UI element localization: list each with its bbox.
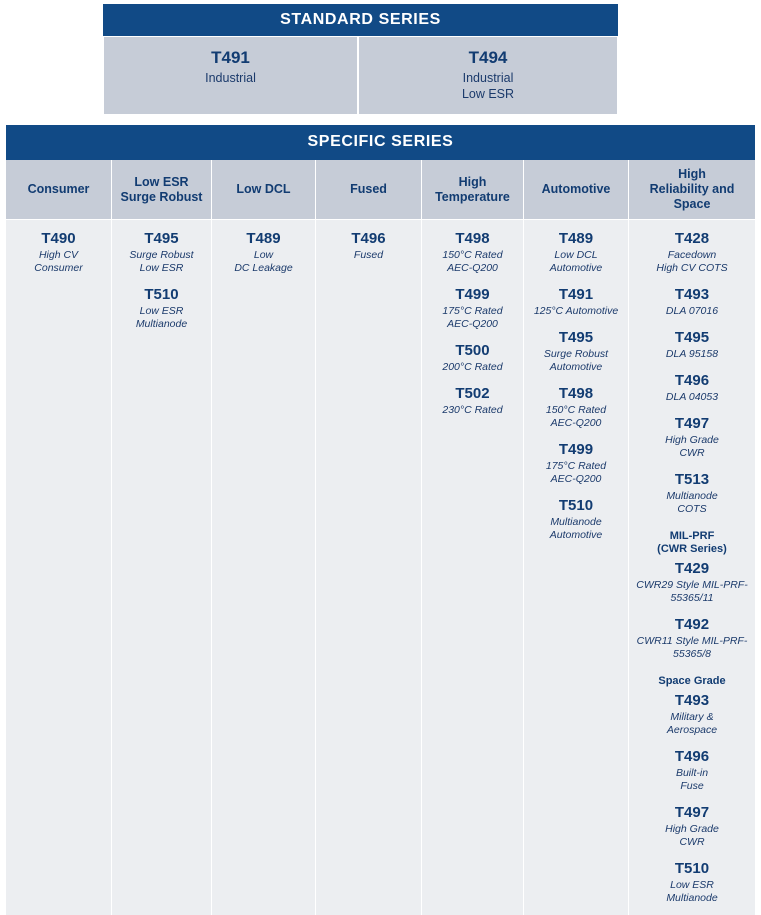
group-label-mil-prf: MIL-PRF (CWR Series) [657, 530, 727, 555]
list-item [529, 230, 623, 275]
column-body-high-temperature [422, 220, 523, 915]
part-desc: Low ESR Multianode [666, 879, 718, 904]
part-desc: Fused [353, 249, 384, 261]
list-item [529, 497, 623, 542]
part-code: T428 [674, 230, 710, 247]
part-code: T489 [246, 230, 281, 247]
part-desc: Military & Aerospace [666, 711, 718, 736]
list-item [427, 342, 518, 374]
specific-column-low-esr-surge-robust [112, 160, 212, 915]
part-desc: Built-in Fuse [675, 767, 709, 792]
list-item [217, 230, 310, 275]
list-item [634, 372, 750, 404]
column-body-low-esr-surge-robust [112, 220, 211, 915]
part-desc: Low DCL Automotive [549, 249, 603, 274]
list-item [634, 692, 750, 737]
part-desc: Multianode COTS [666, 490, 718, 515]
part-desc: Surge Robust Low ESR [129, 249, 194, 274]
specific-series-table [6, 160, 755, 915]
part-code: T493 [674, 692, 710, 709]
standard-series-cell-t494 [358, 36, 618, 115]
part-desc: High CV Consumer [34, 249, 83, 274]
column-header-high-temperature: High Temperature [422, 160, 523, 220]
part-code: T500 [455, 342, 490, 359]
part-code: T491 [558, 286, 594, 303]
specific-column-consumer [6, 160, 112, 915]
column-header-consumer: Consumer [6, 160, 111, 220]
list-item [634, 415, 750, 460]
part-desc: 200°C Rated [442, 361, 503, 373]
list-item [427, 286, 518, 331]
list-item [634, 860, 750, 905]
part-code: T495 [558, 329, 594, 346]
group-label-space-grade: Space Grade [658, 675, 726, 687]
list-item [117, 230, 206, 275]
part-desc: DLA 04053 [665, 391, 719, 403]
part-code: T496 [674, 748, 710, 765]
part-code: T496 [351, 230, 386, 247]
column-body-fused [316, 220, 421, 915]
list-item [529, 286, 623, 318]
standard-series-desc: Industrial Low ESR [461, 71, 515, 101]
part-code: T493 [674, 286, 710, 303]
column-body-high-reliability-and-space [629, 220, 755, 915]
specific-series-band-title: SPECIFIC SERIES [6, 125, 755, 160]
standard-series-row [103, 36, 618, 115]
specific-column-automotive [524, 160, 629, 915]
specific-column-fused [316, 160, 422, 915]
list-item [529, 385, 623, 430]
part-desc: 150°C Rated AEC-Q200 [442, 249, 503, 274]
part-desc: 125°C Automotive [533, 305, 619, 317]
part-desc: CWR11 Style MIL-PRF-55365/8 [636, 635, 748, 660]
part-code: T492 [674, 616, 710, 633]
part-desc: High Grade CWR [665, 434, 719, 459]
list-item [634, 471, 750, 516]
part-code: T489 [558, 230, 594, 247]
list-item [529, 441, 623, 486]
list-item [529, 329, 623, 374]
list-item [634, 616, 750, 661]
specific-series-section [6, 125, 755, 915]
part-code: T496 [674, 372, 710, 389]
standard-series-code: T491 [211, 48, 250, 67]
column-body-automotive [524, 220, 628, 915]
column-body-consumer [6, 220, 111, 915]
column-header-fused: Fused [316, 160, 421, 220]
part-code: T513 [674, 471, 710, 488]
column-header-low-dcl: Low DCL [212, 160, 315, 220]
list-item [634, 560, 750, 605]
specific-column-low-dcl [212, 160, 316, 915]
part-desc: 175°C Rated AEC-Q200 [545, 460, 607, 485]
part-desc: DLA 95158 [665, 348, 719, 360]
part-desc: Low DC Leakage [234, 249, 293, 274]
list-item [427, 230, 518, 275]
list-item [634, 804, 750, 849]
list-item [11, 230, 106, 275]
column-header-automotive: Automotive [524, 160, 628, 220]
part-code: T510 [144, 286, 179, 303]
part-code: T498 [455, 230, 490, 247]
list-item [427, 385, 518, 417]
list-item [321, 230, 416, 262]
part-desc: CWR29 Style MIL-PRF-55365/11 [636, 579, 748, 604]
specific-column-high-reliability-and-space [629, 160, 755, 915]
list-item [634, 329, 750, 361]
part-desc: DLA 07016 [665, 305, 719, 317]
list-item [634, 230, 750, 275]
part-desc: 150°C Rated AEC-Q200 [545, 404, 607, 429]
part-desc: 230°C Rated [442, 404, 503, 416]
part-code: T497 [674, 415, 710, 432]
part-code: T499 [558, 441, 594, 458]
part-desc: 175°C Rated AEC-Q200 [442, 305, 503, 330]
standard-series-cell-t491 [103, 36, 358, 115]
part-code: T510 [674, 860, 710, 877]
standard-series-band-title: STANDARD SERIES [103, 4, 618, 36]
specific-column-high-temperature [422, 160, 524, 915]
part-desc: Surge Robust Automotive [543, 348, 609, 373]
part-code: T499 [455, 286, 490, 303]
part-code: T502 [455, 385, 490, 402]
standard-series-desc: Industrial [205, 71, 256, 85]
column-body-low-dcl [212, 220, 315, 915]
part-desc: Multianode Automotive [549, 516, 603, 541]
part-code: T490 [41, 230, 76, 247]
standard-series-code: T494 [468, 48, 508, 67]
part-code: T498 [558, 385, 594, 402]
column-header-low-esr-surge-robust: Low ESR Surge Robust [112, 160, 211, 220]
part-code: T495 [674, 329, 710, 346]
list-item [634, 286, 750, 318]
part-desc: Facedown High CV COTS [656, 249, 728, 274]
column-header-high-reliability-and-space: High Reliability and Space [629, 160, 755, 220]
list-item [634, 748, 750, 793]
list-item [117, 286, 206, 331]
part-desc: High Grade CWR [665, 823, 719, 848]
part-desc: Low ESR Multianode [135, 305, 188, 330]
standard-series-section [103, 4, 618, 115]
part-code: T497 [674, 804, 710, 821]
part-code: T495 [144, 230, 179, 247]
part-code: T510 [558, 497, 594, 514]
part-code: T429 [674, 560, 710, 577]
